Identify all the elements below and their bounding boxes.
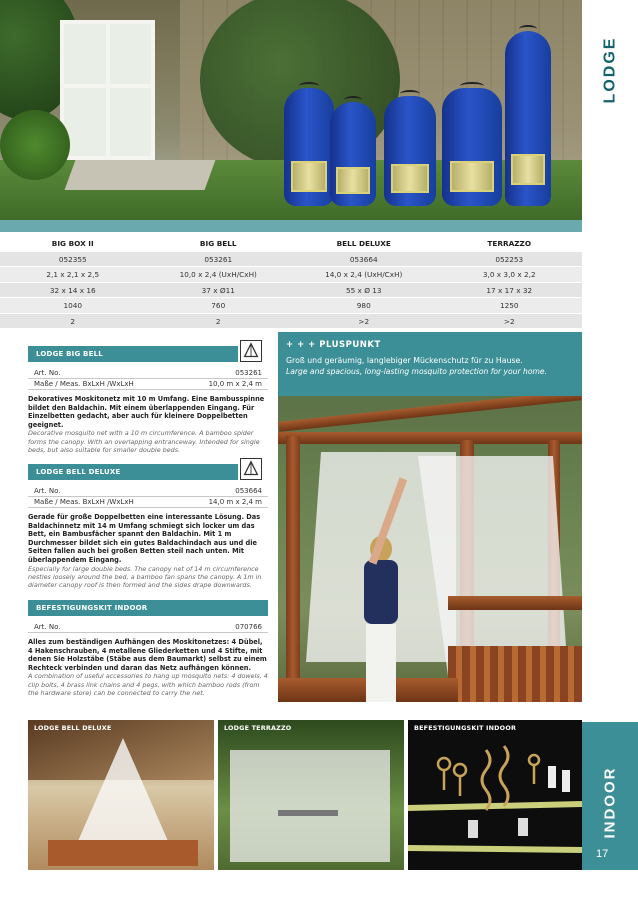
product-title-bar: BEFESTIGUNGSKIT INDOOR	[28, 600, 268, 616]
side-tab-indoor-label: INDOOR	[601, 766, 619, 838]
photo-lodge-terrazzo	[218, 720, 404, 870]
bag-tall	[505, 31, 551, 206]
product-dim-row	[28, 497, 268, 508]
product-description-de: Alles zum beständigen Aufhängen des Moskitonetzes: 4 Dübel, 4 Hakenschrauben, 4 metallene Gliederketten und 4 Stifte, mit denen Sie Holzstäbe (Stäbe aus dem Baumarkt) selbst zu einem Rechteck verbinden und daran das Netz aufhängen können.	[28, 638, 267, 672]
product-title-bar: LODGE BELL DELUXE	[28, 464, 238, 480]
spec-cell: 1040	[63, 301, 83, 310]
bell-shape-icon	[240, 340, 262, 362]
bell-shape-icon	[240, 458, 262, 480]
product-dim-row	[28, 379, 268, 390]
spec-cell: >2	[503, 316, 515, 326]
hero-photo-packaging-bags	[0, 0, 582, 220]
side-tab-bottom	[582, 722, 638, 870]
spec-cell: 2,1 x 2,1 x 2,5	[46, 270, 100, 279]
spec-cell: 2	[70, 316, 76, 326]
product-description-en: Decorative mosquito net with a 10 m circumference. A bamboo spider forms the canopy. With an overlapping entranceway. Intended for single beds, but also suitable for smaller double beds.	[28, 429, 260, 455]
spec-cell: 052253	[495, 254, 524, 264]
art-label: Art. No.	[34, 487, 61, 495]
photo-caption: BEFESTIGUNGSKIT INDOOR	[414, 724, 517, 732]
spec-cell: 760	[211, 301, 226, 310]
bag-terrazzo	[442, 88, 502, 206]
product-art-row	[28, 622, 268, 633]
table-row	[0, 252, 582, 268]
dim-value: 14,0 m x 2,4 m	[208, 498, 262, 506]
spec-cell: 053261	[204, 254, 233, 264]
spec-cell: 052355	[58, 254, 87, 264]
bed-headboard-rail	[448, 596, 582, 610]
spec-header-cell: BELL DELUXE	[336, 239, 391, 248]
spec-header-row	[0, 236, 582, 252]
pluspunkt-box	[278, 332, 582, 396]
bed-top-frame	[278, 432, 582, 444]
product-description-de: Gerade für große Doppelbetten eine interessante Lösung. Das Baldachinnetz mit 14 m Umfang schmiegt sich locker um das Bett, ein Bambusfächer spannt den Baldachin. Mit 1 m Durchmesser bildet sich ein gutes Baldachindach aus und die Seiten fallen auch bei großen Betten steil nach unten. Mit überlappendem Eingang.	[28, 513, 261, 564]
spec-cell: 1250	[499, 301, 519, 310]
bottom-photo-strip	[28, 720, 582, 870]
spec-cell: 10,0 x 2,4 (UxH/CxH)	[179, 270, 257, 279]
art-label: Art. No.	[34, 369, 61, 377]
product-lodge-big-bell	[28, 346, 268, 455]
spec-header-cell: TERRAZZO	[487, 239, 532, 248]
spec-cell: 3,0 x 3,0 x 2,2	[482, 270, 536, 279]
photo-befestigungskit	[408, 720, 582, 870]
side-tab-lodge-label: LODGE	[601, 36, 619, 104]
spec-table	[0, 236, 582, 329]
product-title-bar: LODGE BIG BELL	[28, 346, 238, 362]
spec-cell: 32 x 14 x 16	[49, 285, 96, 295]
product-description-en: Especially for large double beds. The canopy net of 14 m circumference nestles loosely around the bed, a bamboo fan spans the canopy. A 1m in diameter canopy roof is then formed and the sides drape downwards.	[28, 564, 262, 590]
art-value: 070766	[235, 623, 262, 631]
bag-big-box-ii	[284, 88, 334, 206]
spec-cell: 2	[215, 316, 221, 326]
hero-path	[65, 160, 216, 190]
spec-header-cell: BIG BELL	[199, 239, 237, 248]
person-adjusting-net	[358, 536, 404, 702]
art-value: 053664	[235, 487, 262, 495]
product-art-row	[28, 486, 268, 497]
product-description-de: Dekoratives Moskitonetz mit 10 m Umfang. Eine Bambusspinne bildet den Baldachin. Mit einem überlappenden Eingang. Für Einzelbetten gedacht, aber auch für kleinere Doppelbetten geeignet.	[28, 395, 265, 429]
bed-post-left	[286, 436, 300, 702]
spec-cell: 37 x Ø11	[201, 285, 235, 295]
pluspunkt-text-de: Groß und geräumig, langlebiger Mückenschutz für zu Hause.	[286, 356, 523, 365]
product-description-en: A combination of useful accessories to hang up mosquito nets: 4 dowels, 4 clip bolts, 4 brass link chains and 4 pegs, with which bamboo rods (from the hardware store) can be connected to carry the net.	[28, 672, 268, 698]
table-row	[0, 283, 582, 299]
bed-headboard	[448, 646, 582, 702]
product-befestigungskit-indoor	[28, 600, 268, 698]
photo-lodge-bell-deluxe	[28, 720, 214, 870]
bag-big-bell	[330, 102, 376, 206]
bag-bell-deluxe	[384, 96, 436, 206]
photo-caption: LODGE BELL DELUXE	[34, 724, 112, 732]
side-tab-top	[582, 0, 638, 232]
spec-cell: >2	[358, 316, 370, 326]
hero-bush	[0, 110, 70, 180]
page-number: 17	[596, 848, 609, 860]
art-value: 053261	[235, 369, 262, 377]
dim-label: Maße / Meas. BxLxH /WxLxH	[34, 498, 134, 506]
hero-teal-strip	[0, 220, 582, 232]
pluspunkt-title: + + + PLUSPUNKT	[286, 340, 381, 350]
dim-value: 10,0 m x 2,4 m	[208, 380, 262, 388]
hero-window	[60, 20, 155, 160]
pluspunkt-text-en: Large and spacious, long-lasting mosquito protection for your home.	[286, 367, 547, 376]
spec-cell: 17 x 17 x 32	[486, 285, 533, 295]
photo-canopy-bed	[278, 396, 582, 702]
kit-parts-illustration	[408, 720, 582, 870]
product-lodge-bell-deluxe	[28, 464, 268, 590]
spec-cell: 14,0 x 2,4 (UxH/CxH)	[325, 270, 403, 279]
dim-label: Maße / Meas. BxLxH /WxLxH	[34, 380, 134, 388]
photo-caption: LODGE TERRAZZO	[224, 724, 292, 732]
table-row	[0, 267, 582, 283]
spec-cell: 053664	[349, 254, 378, 264]
art-label: Art. No.	[34, 623, 61, 631]
spec-header-cell: BIG BOX II	[51, 239, 94, 248]
table-row	[0, 298, 582, 314]
product-art-row	[28, 368, 268, 379]
bed-roof-beam	[278, 396, 581, 432]
table-row	[0, 314, 582, 330]
spec-cell: 55 x Ø 13	[345, 285, 382, 295]
spec-cell: 980	[356, 301, 371, 310]
